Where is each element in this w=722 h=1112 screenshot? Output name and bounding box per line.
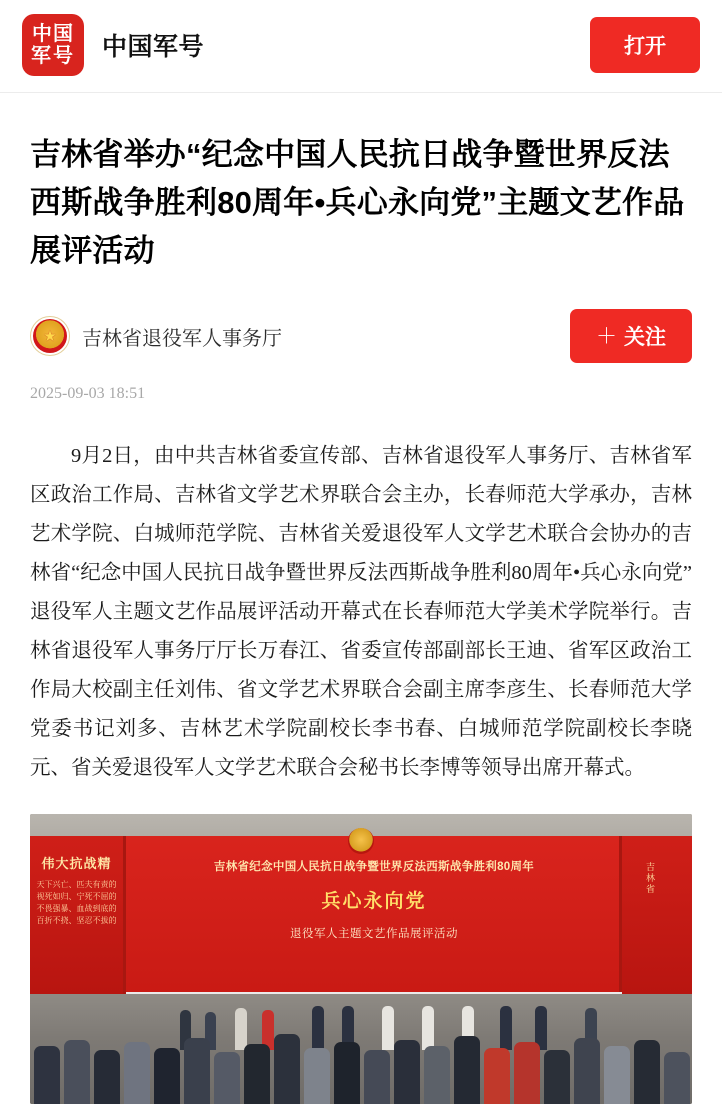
plus-icon: ＋ (596, 324, 617, 348)
article-container (0, 93, 722, 1112)
app-header-bar (0, 0, 722, 93)
emblem-star-icon: ★ (43, 327, 57, 345)
emblem-circle-icon (33, 319, 67, 353)
app-name-label: 中国军号 (102, 33, 205, 61)
app-logo-icon[interactable] (22, 14, 84, 76)
opening-ceremony-photo (30, 814, 692, 1104)
follow-button[interactable] (570, 309, 692, 363)
open-app-button[interactable]: 打开 (590, 17, 700, 73)
photo-banner-line-2: 兵心永向党 (321, 891, 427, 912)
article-body-paragraph: 9月2日，由中共吉林省委宣传部、吉林省退役军人事务厅、吉林省军区政治工作局、吉林省文学艺术界联合会主办，长春师范大学承办，吉林艺术学院、白城师范学院、吉林省关爱退役军人文学艺术联合会协办的吉林省“纪念中国人民抗日战争暨世界反法西斯战争胜利80周年•兵心永向党”退役军人主题文艺作品展评活动开幕式在长春师范大学美术学院举行。吉林省退役军人事务厅厅长万春江、省委宣传部副部长王迪、省军区政治工作局大校副主任刘伟、省文学艺术界联合会副主席李彦生、长春师范大学党委书记刘多、吉林艺术学院副校长李书春、白城师范学院副校长李晓元、省关爱退役军人文学艺术联合会秘书长李博等领导出席开幕式。 (30, 445, 692, 779)
photo-stage-banner (134, 858, 614, 941)
photo-right-banner (619, 836, 692, 994)
article-headline: 吉林省举办“纪念中国人民抗日战争暨世界反法西斯战争胜利80周年•兵心永向党”主题文艺作品展评活动 (30, 137, 685, 268)
photo-right-banner-text: 吉林省 (645, 862, 655, 895)
photo-left-banner (30, 836, 126, 994)
photo-left-banner-text: 天下兴亡、匹夫有责的 视死如归、宁死不屈的 不畏强暴、血战到底的 百折不挠、坚忍不拔的 (36, 880, 117, 925)
article-byline (30, 309, 692, 363)
national-emblem-avatar[interactable] (30, 316, 70, 356)
photo-banner-line-1: 吉林省纪念中国人民抗日战争暨世界反法西斯战争胜利80周年 (213, 861, 535, 873)
app-logo-line-2: 军号 (31, 45, 75, 67)
app-logo-line-1: 中国 (32, 23, 74, 45)
photo-audience-crowd (30, 992, 692, 1104)
photo-banner-line-3: 退役军人主题文艺作品展评活动 (290, 928, 458, 940)
follow-button-label: 关注 (624, 326, 666, 349)
page-bottom-spacer (30, 1104, 692, 1112)
photo-emblem-icon (348, 828, 374, 854)
publish-timestamp: 2025-09-03 18:51 (30, 385, 146, 402)
author-name-label: 吉林省退役军人事务厅 (82, 327, 282, 350)
photo-left-banner-title: 伟大抗战精 (41, 856, 112, 871)
